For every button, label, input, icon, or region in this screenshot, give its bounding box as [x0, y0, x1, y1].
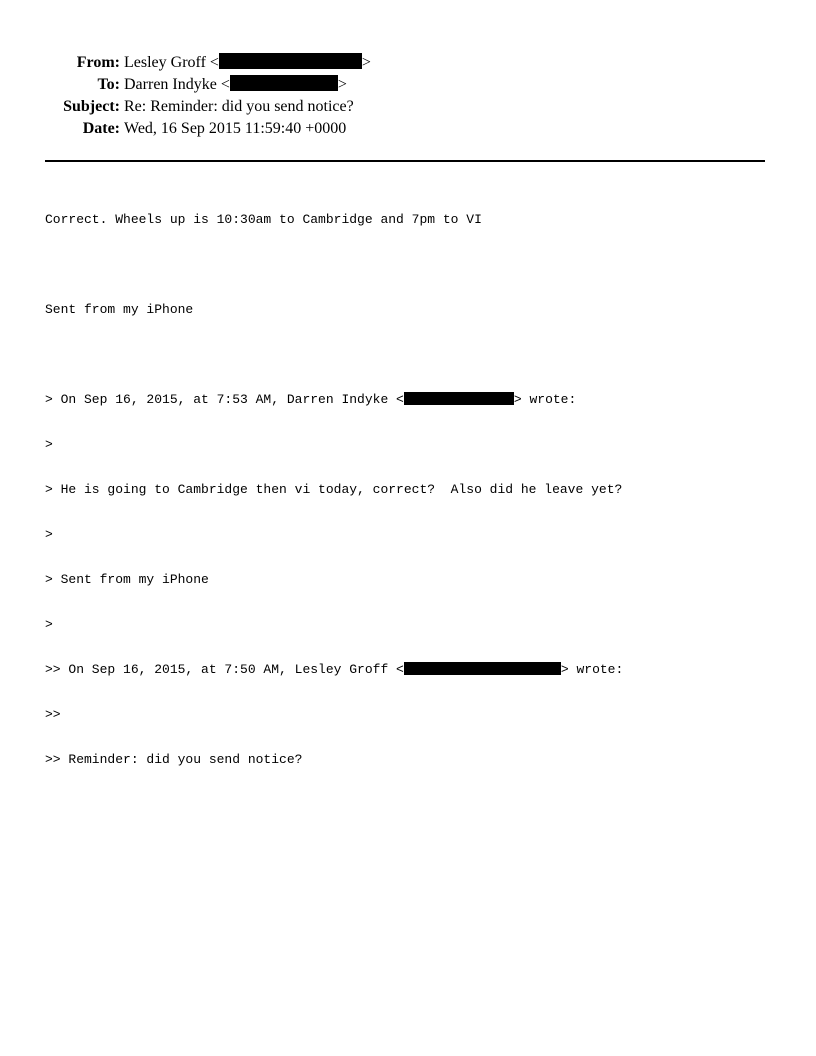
header-divider — [45, 160, 765, 162]
from-close: > — [361, 54, 371, 71]
redacted-email-block — [404, 662, 561, 675]
subject-value: Re: Reminder: did you send notice? — [124, 98, 354, 115]
email-header — [0, 52, 816, 140]
from-row — [0, 52, 816, 74]
subject-label: Subject: — [63, 98, 120, 115]
quote-line: >> — [45, 707, 61, 722]
quote-line: > He is going to Cambridge then vi today, correct? Also did he leave yet? — [45, 482, 623, 497]
quote-line — [45, 662, 785, 677]
blank-line — [45, 347, 785, 362]
quote-line: >> Reminder: did you send notice? — [45, 752, 303, 767]
to-close: > — [337, 76, 347, 93]
to-label: To: — [97, 76, 120, 93]
quote-line: > — [45, 437, 53, 452]
redacted-email-block — [230, 75, 338, 91]
redacted-email-block — [219, 53, 362, 69]
date-value: Wed, 16 Sep 2015 11:59:40 +0000 — [124, 120, 347, 137]
quote-line: > — [45, 617, 53, 632]
quote-line: > Sent from my iPhone — [45, 572, 209, 587]
date-label: Date: — [82, 120, 120, 137]
quote-attribution-end: > wrote: — [513, 392, 577, 407]
email-body — [45, 182, 785, 782]
quote-attribution: >> On Sep 16, 2015, at 7:50 AM, Lesley Groff < — [45, 662, 404, 677]
quote-attribution-end: > wrote: — [560, 662, 624, 677]
from-name: Lesley Groff < — [124, 54, 219, 71]
from-value — [124, 52, 371, 74]
blank-line — [45, 257, 785, 272]
redacted-email-block — [404, 392, 514, 405]
from-label: From: — [76, 54, 120, 71]
to-value — [124, 74, 347, 96]
body-line: Correct. Wheels up is 10:30am to Cambridge and 7pm to VI — [45, 212, 482, 227]
quote-attribution: > On Sep 16, 2015, at 7:53 AM, Darren Indyke < — [45, 392, 404, 407]
quote-line — [45, 392, 785, 407]
to-row — [0, 74, 816, 96]
quote-line: > — [45, 527, 53, 542]
subject-row — [0, 96, 816, 118]
to-name: Darren Indyke < — [124, 76, 230, 93]
date-row — [0, 118, 816, 140]
body-line: Sent from my iPhone — [45, 302, 194, 317]
